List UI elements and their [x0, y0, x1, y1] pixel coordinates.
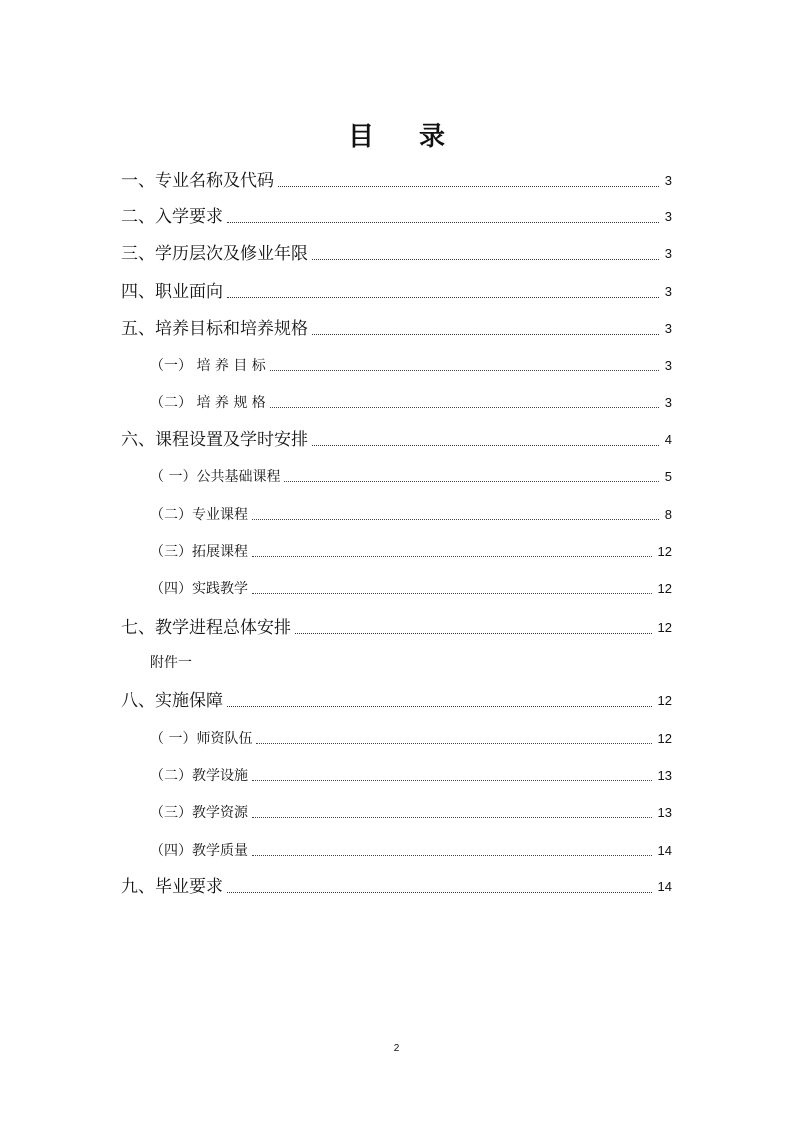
- dot-leader: [252, 855, 652, 856]
- toc-entry-page: 12: [657, 581, 672, 596]
- toc-entry-9[interactable]: [121, 876, 672, 898]
- dot-leader: [227, 297, 659, 298]
- toc-entry-label: 六、课程设置及学时安排: [121, 430, 308, 450]
- toc-subentry-8-4[interactable]: [150, 841, 672, 861]
- toc-entry-2[interactable]: [121, 206, 672, 228]
- toc-subentry-5-2[interactable]: [150, 393, 672, 413]
- toc-entry-1[interactable]: [121, 170, 672, 192]
- toc-entry-label: （三）教学资源: [150, 805, 248, 821]
- toc-entry-page: 12: [657, 620, 672, 635]
- toc-entry-page: 14: [657, 843, 672, 858]
- toc-entry-page: 3: [664, 358, 672, 373]
- dot-leader: [252, 519, 659, 520]
- toc-subentry-6-1[interactable]: [150, 467, 672, 487]
- toc-entry-label: 三、学历层次及修业年限: [121, 244, 308, 264]
- dot-leader: [270, 370, 659, 371]
- dot-leader: [270, 407, 659, 408]
- toc-subentry-6-3[interactable]: [150, 542, 672, 562]
- toc-entry-page: 12: [657, 544, 672, 559]
- toc-entry-page: 8: [664, 507, 672, 522]
- toc-entry-3[interactable]: [121, 243, 672, 265]
- dot-leader: [312, 445, 659, 446]
- toc-entry-page: 13: [657, 768, 672, 783]
- toc-entry-label: （三）拓展课程: [150, 544, 248, 560]
- dot-leader: [252, 817, 652, 818]
- toc-entry-page: 5: [664, 469, 672, 484]
- toc-subentry-8-3[interactable]: [150, 803, 672, 823]
- toc-entry-label: （二） 培 养 规 格: [150, 395, 266, 411]
- dot-leader: [284, 481, 658, 482]
- toc-subentry-6-2[interactable]: [150, 505, 672, 525]
- toc-entry-page: 3: [664, 246, 672, 261]
- toc-entry-label: 七、教学进程总体安排: [121, 618, 291, 638]
- toc-entry-5[interactable]: [121, 318, 672, 340]
- toc-entry-label: 一、专业名称及代码: [121, 171, 274, 191]
- toc-entry-label: （ 一）公共基础课程: [150, 469, 281, 485]
- toc-title: 目 录: [347, 122, 464, 152]
- toc-entry-page: 12: [657, 693, 672, 708]
- toc-subentry-6-4[interactable]: [150, 579, 672, 599]
- toc-entry-label: （二）专业课程: [150, 507, 248, 523]
- toc-entry-8[interactable]: [121, 690, 672, 712]
- dot-leader: [227, 222, 659, 223]
- toc-entry-page: 4: [664, 432, 672, 447]
- toc-entry-label: 八、实施保障: [121, 691, 223, 711]
- toc-entry-label: （ 一）师资队伍: [150, 731, 253, 747]
- toc-entry-label: （一） 培 养 目 标: [150, 358, 266, 374]
- dot-leader: [252, 780, 652, 781]
- toc-entry-page: 13: [657, 805, 672, 820]
- toc-entry-label: 五、培养目标和培养规格: [121, 319, 308, 339]
- dot-leader: [227, 892, 652, 893]
- toc-entry-4[interactable]: [121, 281, 672, 303]
- dot-leader: [312, 334, 659, 335]
- toc-entry-label: 九、毕业要求: [121, 877, 223, 897]
- toc-entry-page: 14: [657, 879, 672, 894]
- dot-leader: [252, 593, 652, 594]
- toc-entry-label: （四）实践教学: [150, 581, 248, 597]
- toc-entry-label: 四、职业面向: [121, 282, 223, 302]
- toc-entry-7[interactable]: [121, 617, 672, 639]
- toc-entry-label: （四）教学质量: [150, 843, 248, 859]
- toc-subentry-8-1[interactable]: [150, 729, 672, 749]
- toc-entry-page: 3: [664, 284, 672, 299]
- toc-entry-page: 12: [657, 731, 672, 746]
- page-number: 2: [393, 1043, 400, 1054]
- attachment-note: 附件一: [150, 655, 192, 671]
- toc-subentry-8-2[interactable]: [150, 766, 672, 786]
- dot-leader: [252, 556, 652, 557]
- toc-entry-page: 3: [664, 395, 672, 410]
- dot-leader: [278, 186, 659, 187]
- toc-entry-page: 3: [664, 173, 672, 188]
- dot-leader: [312, 259, 659, 260]
- dot-leader: [295, 633, 652, 634]
- toc-subentry-5-1[interactable]: [150, 356, 672, 376]
- toc-entry-6[interactable]: [121, 429, 672, 451]
- toc-entry-label: （二）教学设施: [150, 768, 248, 784]
- dot-leader: [256, 743, 651, 744]
- dot-leader: [227, 706, 652, 707]
- toc-entry-label: 二、入学要求: [121, 207, 223, 227]
- toc-entry-page: 3: [664, 321, 672, 336]
- toc-entry-page: 3: [664, 209, 672, 224]
